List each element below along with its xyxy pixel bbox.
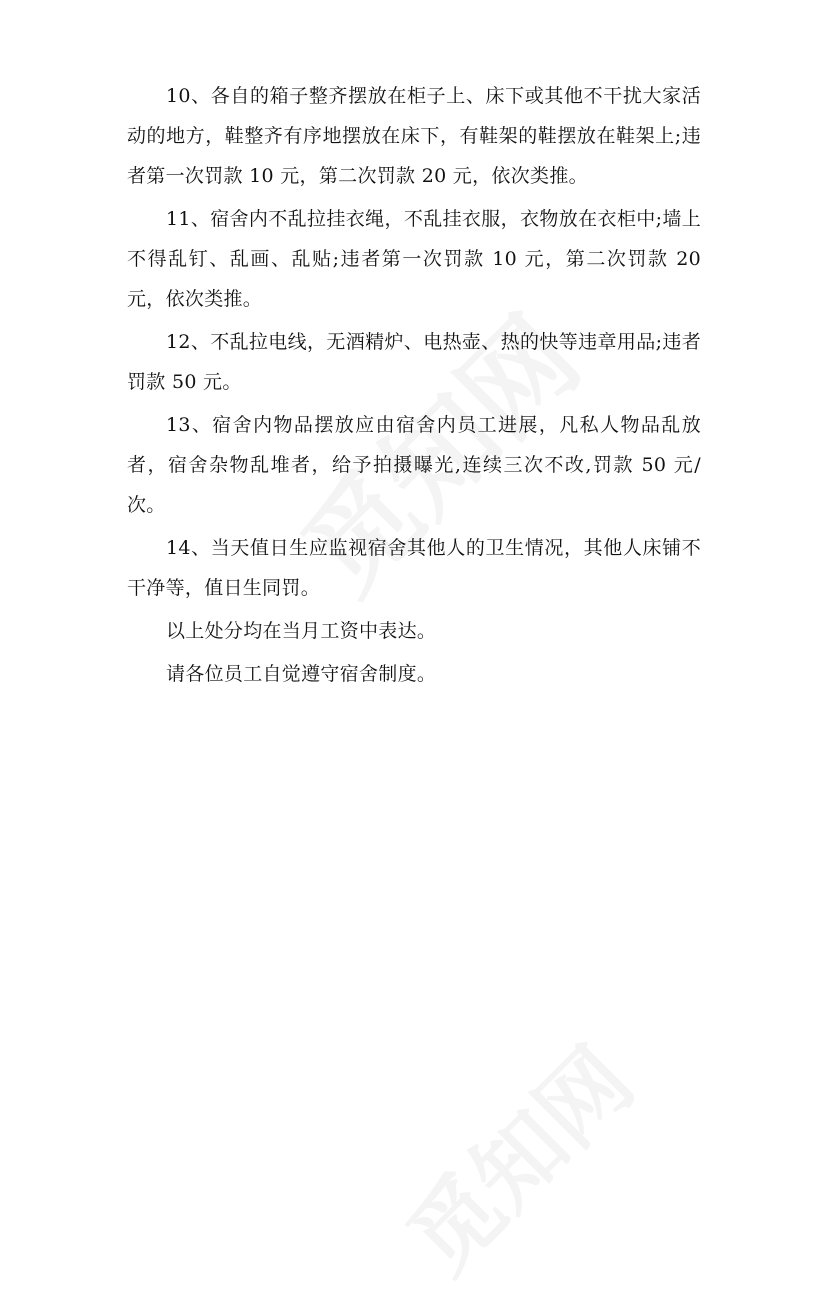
closing-paragraph: 请各位员工自觉遵守宿舍制度。 <box>166 663 437 685</box>
rule-13-paragraph: 13、宿舍内物品摆放应由宿舍内员工进展，凡私人物品乱放者，宿舍杂物乱堆者，给予拍摄曝光,连续三次不改,罚款 50 元/次。 <box>127 414 701 516</box>
penalty-note-paragraph: 以上处分均在当月工资中表达。 <box>166 620 437 642</box>
rule-14-paragraph: 14、当天值日生应监视宿舍其他人的卫生情况，其他人床铺不干净等，值日生同罚。 <box>127 537 701 599</box>
watermark <box>374 1014 657 1296</box>
rule-11-paragraph: 11、宿舍内不乱拉挂衣绳，不乱挂衣服，衣物放在衣柜中;墙上不得乱钉、乱画、乱贴;违者第一次罚款 10 元，第二次罚款 20 元，依次类推。 <box>127 208 701 310</box>
rule-12-paragraph: 12、不乱拉电线，无酒精炉、电热壶、热的快等违章用品;违者罚款 50 元。 <box>127 331 701 393</box>
rule-10-paragraph: 10、各自的箱子整齐摆放在柜子上、床下或其他不干扰大家活动的地方，鞋整齐有序地摆放在床下，有鞋架的鞋摆放在鞋架上;违者第一次罚款 10 元，第二次罚款 20 元，依次类推。 <box>127 85 701 187</box>
document-body <box>127 76 701 697</box>
